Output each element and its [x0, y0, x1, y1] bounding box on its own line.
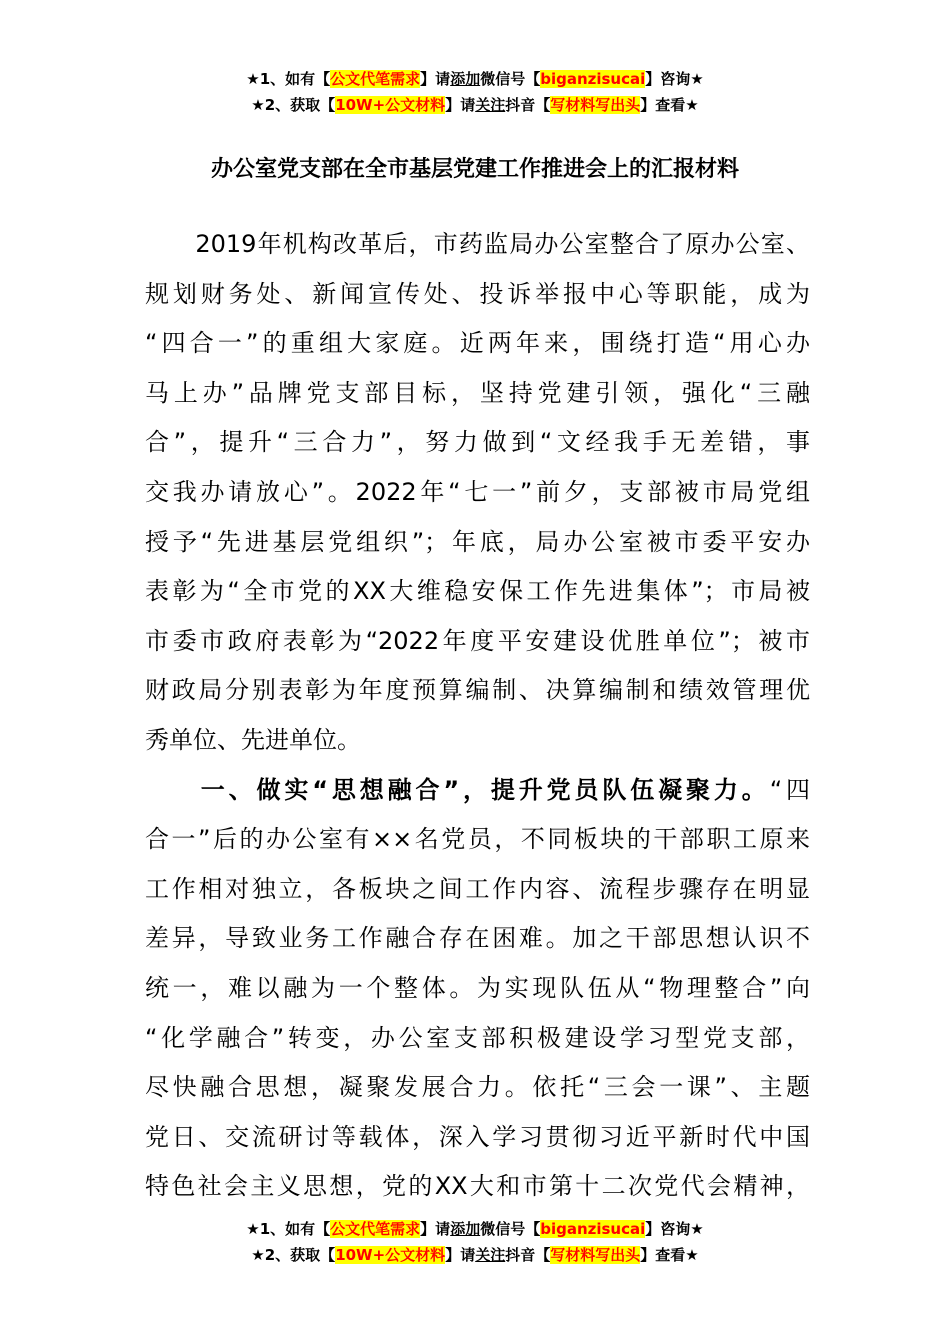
body-line: 差异，导致业务工作融合存在困难。加之干部思想认识不	[145, 924, 810, 953]
body-line: 财政局分别表彰为年度预算编制、决算编制和绩效管理优	[145, 676, 810, 705]
banner-text: 】请	[445, 1246, 476, 1264]
banner-highlight: 写材料写出头	[550, 96, 641, 114]
body-text: “四	[769, 775, 810, 804]
body-line: 合一”后的办公室有××名党员，不同板块的干部职工原来	[145, 825, 810, 854]
body-line: 特色社会主义思想，党的XX大和市第十二次党代会精神，	[145, 1172, 810, 1201]
top-banner	[0, 66, 950, 118]
banner-text: 微信号【	[480, 1220, 541, 1238]
banner-highlight: 10W+公文材料	[335, 1246, 446, 1264]
banner-line-2	[0, 92, 950, 118]
body-line: 表彰为“全市党的XX大维稳安保工作先进集体”；市局被	[145, 577, 810, 606]
body-line: “四合一”的重组大家庭。近两年来，围绕打造“用心办	[145, 329, 810, 358]
banner-text: 抖音【	[505, 96, 551, 114]
body-line: 市委市政府表彰为“2022年度平安建设优胜单位”；被市	[145, 626, 810, 655]
section-heading: 一、做实“思想融合”，提升党员队伍凝聚力。	[145, 775, 770, 804]
banner-text: ★1、如有【	[246, 70, 331, 88]
body-line: 统一，难以融为一个整体。为实现队伍从“物理整合”向	[145, 973, 810, 1002]
banner-text: 】查看★	[640, 96, 699, 114]
body-line: 尽快融合思想，凝聚发展合力。依托“三会一课”、主题	[145, 1073, 810, 1102]
banner-text: 微信号【	[480, 70, 541, 88]
body-line: 授予“先进基层党组织”；年底，局办公室被市委平安办	[145, 527, 810, 556]
banner-text: 】请	[420, 70, 451, 88]
banner-underline: 关注	[475, 96, 506, 114]
banner-line-1	[0, 1216, 950, 1242]
banner-text: 】咨询★	[645, 70, 704, 88]
body-line: 合”，提升“三合力”，努力做到“文经我手无差错，事	[145, 428, 810, 457]
banner-text: 抖音【	[505, 1246, 551, 1264]
banner-text: 】查看★	[640, 1246, 699, 1264]
banner-highlight: 公文代笔需求	[330, 1220, 421, 1238]
banner-highlight: 写材料写出头	[550, 1246, 641, 1264]
document-body	[145, 220, 810, 1212]
body-line: 2019年机构改革后，市药监局办公室整合了原办公室、	[145, 230, 810, 258]
banner-underline: 添加	[450, 1220, 481, 1238]
banner-highlight: biganzisucai	[540, 70, 646, 88]
banner-text: 】请	[420, 1220, 451, 1238]
body-line: 工作相对独立，各板块之间工作内容、流程步骤存在明显	[145, 874, 810, 903]
banner-text: ★2、获取【	[251, 1246, 336, 1264]
banner-text: ★1、如有【	[246, 1220, 331, 1238]
body-line: 马上办”品牌党支部目标，坚持党建引领，强化“三融	[145, 378, 810, 407]
banner-highlight: biganzisucai	[540, 1220, 646, 1238]
banner-text: 】请	[445, 96, 476, 114]
document-title: 办公室党支部在全市基层党建工作推进会上的汇报材料	[210, 157, 739, 182]
body-line: 交我办请放心”。2022年“七一”前夕，支部被市局党组	[145, 477, 810, 506]
banner-line-2	[0, 1242, 950, 1268]
banner-highlight: 10W+公文材料	[335, 96, 446, 114]
banner-highlight: 公文代笔需求	[330, 70, 421, 88]
banner-text: ★2、获取【	[251, 96, 336, 114]
banner-line-1	[0, 66, 950, 92]
banner-underline: 添加	[450, 70, 481, 88]
body-line: “化学融合”转变，办公室支部积极建设学习型党支部，	[145, 1023, 810, 1052]
banner-text: 】咨询★	[645, 1220, 704, 1238]
body-line: 秀单位、先进单位。	[145, 725, 361, 754]
banner-underline: 关注	[475, 1246, 506, 1264]
body-line: 党日、交流研讨等载体，深入学习贯彻习近平新时代中国	[145, 1122, 810, 1151]
section-heading-line	[145, 766, 810, 816]
bottom-banner	[0, 1216, 950, 1268]
body-line: 规划财务处、新闻宣传处、投诉举报中心等职能，成为	[145, 279, 810, 308]
